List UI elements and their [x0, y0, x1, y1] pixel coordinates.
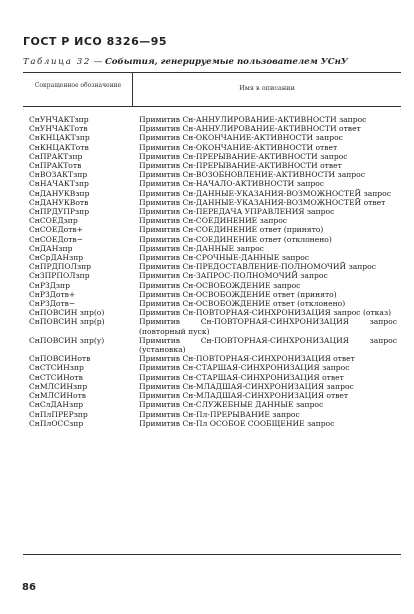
table-row — [23, 253, 401, 262]
row-abbreviation: СнПОВСИН зпр(р) — [29, 317, 105, 327]
table-row — [23, 363, 401, 372]
table-row — [23, 179, 401, 188]
table-title: События, генерируемые пользователем УСнУ — [104, 57, 348, 67]
row-abbreviation: СнКНЦАКТзпр — [29, 133, 90, 143]
table-row — [23, 308, 401, 317]
page-number: 86 — [22, 582, 36, 593]
row-abbreviation: СнПлПРЕРзпр — [29, 409, 88, 419]
row-description: Примитив Сн-ДАННЫЕ-УКАЗАНИЯ-ВОЗМОЖНОСТЕЙ запрос — [139, 188, 391, 198]
row-abbreviation: СнПРДПОЛзпр — [29, 262, 92, 272]
table-row — [23, 382, 401, 391]
table-header — [23, 73, 401, 107]
table-row — [23, 235, 401, 244]
table-row — [23, 354, 401, 363]
table-row — [23, 391, 401, 400]
table-row — [23, 410, 401, 419]
table-row — [23, 225, 401, 234]
row-abbreviation: СнСОЕДотв− — [29, 234, 84, 244]
row-description: Примитив Сн-ВОЗОБНОВЛЕНИЕ-АКТИВНОСТИ запрос — [139, 170, 365, 180]
row-abbreviation: СнПОВСИН зпр(о) — [29, 308, 105, 318]
table-row — [23, 152, 401, 161]
row-description: Примитив Сн-ОСВОБОЖДЕНИЕ запрос — [139, 280, 301, 290]
table-row — [23, 317, 401, 335]
row-description: Примитив Сн-ПРЕРЫВАНИЕ-АКТИВНОСТИ запрос — [139, 151, 348, 161]
row-description: Примитив Сн-СОЕДИНЕНИЕ ответ (принято) — [139, 225, 324, 235]
row-abbreviation: СнПРАКТотв — [29, 161, 82, 171]
table-row — [23, 244, 401, 253]
table-label: Таблица 32 — [23, 57, 91, 67]
row-description: Примитив Сн-АННУЛИРОВАНИЕ-АКТИВНОСТИ запрос — [139, 115, 367, 124]
row-abbreviation: СнПОВСИНотв — [29, 354, 91, 364]
row-abbreviation: СнДАНзпр — [29, 243, 73, 253]
row-description: Примитив Сн-ПЕРЕДАЧА УПРАВЛЕНИЯ запрос — [139, 207, 335, 217]
row-abbreviation: СнУНЧАКТотв — [29, 124, 88, 134]
row-description: Примитив Сн-ОСВОБОЖДЕНИЕ ответ (отклонено) — [139, 299, 346, 309]
table-row — [23, 207, 401, 216]
row-abbreviation: СнПОВСИН зпр(у) — [29, 335, 105, 345]
row-description: Примитив Сн-СТАРШАЯ-СИНХРОНИЗАЦИЯ ответ — [139, 372, 344, 382]
row-abbreviation: СнВОЗАКТзпр — [29, 170, 88, 180]
row-abbreviation: СнСОЕДзпр — [29, 216, 78, 226]
row-abbreviation: СнСрДАНзпр — [29, 253, 84, 263]
row-description: Примитив Сн-ОСВОБОЖДЕНИЕ ответ (принято) — [139, 289, 337, 299]
row-description: Примитив Сн-ПОВТОРНАЯ-СИНХРОНИЗАЦИЯ запрос (установка) — [139, 335, 397, 355]
row-description: Примитив Сн-МЛАДШАЯ-СИНХРОНИЗАЦИЯ ответ — [139, 391, 349, 401]
row-abbreviation: СнНАЧАКТзпр — [29, 179, 89, 189]
table-row — [23, 124, 401, 133]
row-abbreviation: СнМЛСИНзпр — [29, 381, 88, 391]
table-row — [23, 419, 401, 428]
row-description: Примитив Сн-ПОВТОРНАЯ-СИНХРОНИЗАЦИЯ ответ — [139, 354, 355, 364]
table-caption — [23, 57, 403, 67]
row-description: Примитив Сн-СОЕДИНЕНИЕ запрос — [139, 216, 288, 226]
row-abbreviation: СнРЗДзпр — [29, 280, 70, 290]
row-abbreviation: СнСОЕДотв+ — [29, 225, 84, 235]
row-abbreviation: СнДАНУКВзпр — [29, 188, 90, 198]
row-description: Примитив Сн-ОКОНЧАНИЕ-АКТИВНОСТИ ответ — [139, 142, 338, 152]
table-row — [23, 161, 401, 170]
row-description: Примитив Сн-ПОВТОРНАЯ-СИНХРОНИЗАЦИЯ запрос (повторный пуск) — [139, 317, 397, 336]
row-abbreviation: СнПлОССзпр — [29, 418, 84, 428]
caption-dash: — — [90, 57, 105, 67]
table-row — [23, 373, 401, 382]
table-row — [23, 133, 401, 142]
page-header: ГОСТ Р ИСО 8326—95 — [23, 35, 168, 48]
row-description: Примитив Сн-СЛУЖЕБНЫЕ ДАННЫЕ запрос — [139, 400, 324, 410]
col-header-abbr: Сокращенное обозначение — [34, 82, 122, 89]
events-table — [23, 72, 401, 555]
row-abbreviation: СнСлДАНзпр — [29, 400, 84, 410]
row-description: Примитив Сн-ПОВТОРНАЯ-СИНХРОНИЗАЦИЯ запрос (отказ) — [139, 308, 392, 318]
row-description: Примитив Сн-НАЧАЛО-АКТИВНОСТИ запрос — [139, 179, 325, 189]
row-abbreviation: СнЗПРПОЛзпр — [29, 271, 90, 281]
table-row — [23, 143, 401, 152]
row-description: Примитив Сн-СРОЧНЫЕ-ДАННЫЕ запрос — [139, 253, 310, 263]
row-description: Примитив Сн-Пл ОСОБОЕ СООБЩЕНИЕ запрос — [139, 418, 335, 428]
row-description: Примитив Сн-МЛАДШАЯ-СИНХРОНИЗАЦИЯ запрос — [139, 381, 354, 391]
row-description: Примитив Сн-Пл-ПРЕРЫВАНИЕ запрос — [139, 409, 300, 419]
row-description: Примитив Сн-ОКОНЧАНИЕ-АКТИВНОСТИ запрос — [139, 133, 343, 143]
table-row — [23, 170, 401, 179]
table-row — [23, 271, 401, 280]
table-row — [23, 216, 401, 225]
row-description: Примитив Сн-СОЕДИНЕНИЕ ответ (отклонено) — [139, 234, 332, 244]
row-description: Примитив Сн-ЗАПРОС-ПОЛНОМОЧИЙ запрос — [139, 271, 328, 281]
row-abbreviation: СнКНЦАКТотв — [29, 142, 89, 152]
table-row — [23, 299, 401, 308]
table-row — [23, 262, 401, 271]
row-abbreviation: СнУНЧАКТзпр — [29, 115, 89, 124]
col-header-name: Имя в описании — [239, 84, 295, 92]
table-body — [23, 115, 401, 428]
table-row — [23, 189, 401, 198]
row-abbreviation: СнСТСИНзпр — [29, 363, 84, 373]
table-row — [23, 198, 401, 207]
row-description: Примитив Сн-АННУЛИРОВАНИЕ-АКТИВНОСТИ ответ — [139, 124, 361, 134]
row-abbreviation: СнПРДУПРзпр — [29, 207, 90, 217]
row-description: Примитив Сн-ДАННЫЕ-УКАЗАНИЯ-ВОЗМОЖНОСТЕЙ ответ — [139, 197, 386, 207]
table-row — [23, 115, 401, 124]
row-abbreviation: СнРЗДотв− — [29, 299, 76, 309]
row-abbreviation: СнРЗДотв+ — [29, 289, 76, 299]
table-row — [23, 400, 401, 409]
row-abbreviation: СнСТСИНотв — [29, 372, 83, 382]
table-row — [23, 336, 401, 354]
row-description: Примитив Сн-ПРЕДОСТАВЛЕНИЕ-ПОЛНОМОЧИЙ запрос — [139, 262, 376, 272]
row-description: Примитив Сн-ПРЕРЫВАНИЕ-АКТИВНОСТИ ответ — [139, 161, 342, 171]
row-description: Примитив Сн-ДАННЫЕ запрос — [139, 243, 264, 253]
table-row — [23, 281, 401, 290]
row-abbreviation: СнПРАКТзпр — [29, 151, 83, 161]
row-abbreviation: СнМЛСИНотв — [29, 391, 87, 401]
table-row — [23, 290, 401, 299]
row-description: Примитив Сн-СТАРШАЯ-СИНХРОНИЗАЦИЯ запрос — [139, 363, 350, 373]
row-abbreviation: СнДАНУКВотв — [29, 197, 89, 207]
